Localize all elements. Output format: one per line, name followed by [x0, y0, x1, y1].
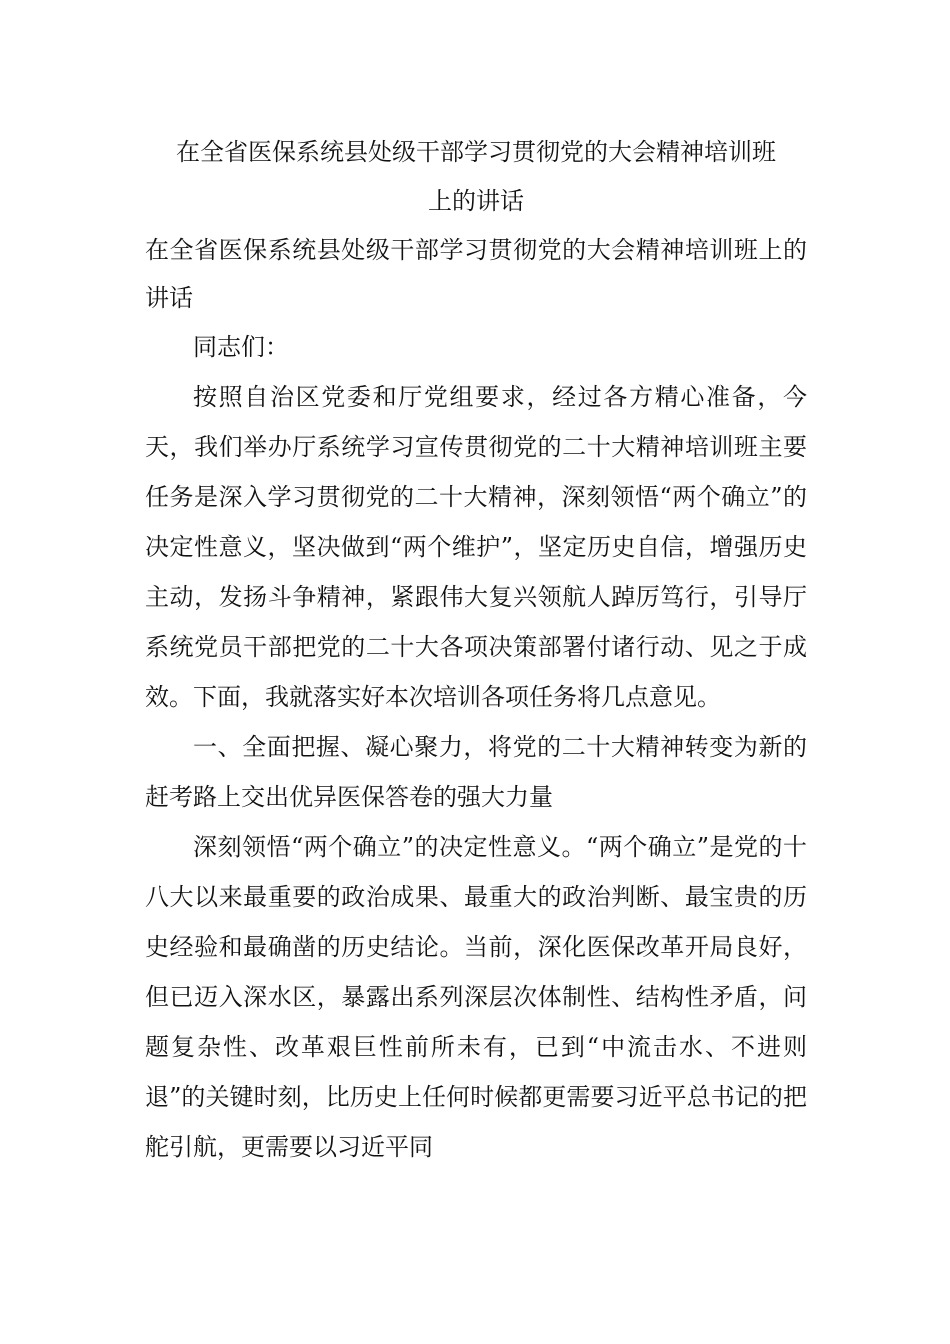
greeting: 同志们： [193, 333, 289, 361]
paragraph-intro: 按照自治区党委和厅党组要求，经过各方精心准备，今天，我们举办厅系统学习宣传贯彻党的二十大精神培训班主要任务是深入学习贯彻党的二十大精神，深刻领悟“两个确立”的决定性意义，坚决做到“两个维护”，坚定历史自信，增强历史主动，发扬斗争精神，紧跟伟大复兴领航人踔厉笃行，引导厅系统党员干部把党的二十大各项决策部署付诸行动、见之于成效。下面，我就落实好本次培训各项任务将几点意见。 [145, 383, 807, 711]
document-page [145, 128, 807, 1172]
section-heading-one: 一、全面把握、凝心聚力，将党的二十大精神转变为新的赶考路上交出优异医保答卷的强大力量 [145, 733, 807, 811]
document-title-line-1: 在全省医保系统县处级干部学习贯彻党的大会精神培训班 [176, 138, 776, 166]
paragraph-two-establishments: 深刻领悟“两个确立”的决定性意义。“两个确立”是党的十八大以来最重要的政治成果、最重大的政治判断、最宝贵的历史经验和最确凿的历史结论。当前，深化医保改革开局良好，但已迈入深水区，暴露出系列深层次体制性、结构性矛盾，问题复杂性、改革艰巨性前所未有，已到“中流击水、不进则退”的关键时刻，比历史上任何时候都更需要习近平总书记的把舵引航，更需要以习近平同 [145, 833, 807, 1161]
document-title-line-2: 上的讲话 [428, 187, 524, 215]
repeated-title: 在全省医保系统县处级干部学习贯彻党的大会精神培训班上的讲话 [145, 236, 807, 312]
